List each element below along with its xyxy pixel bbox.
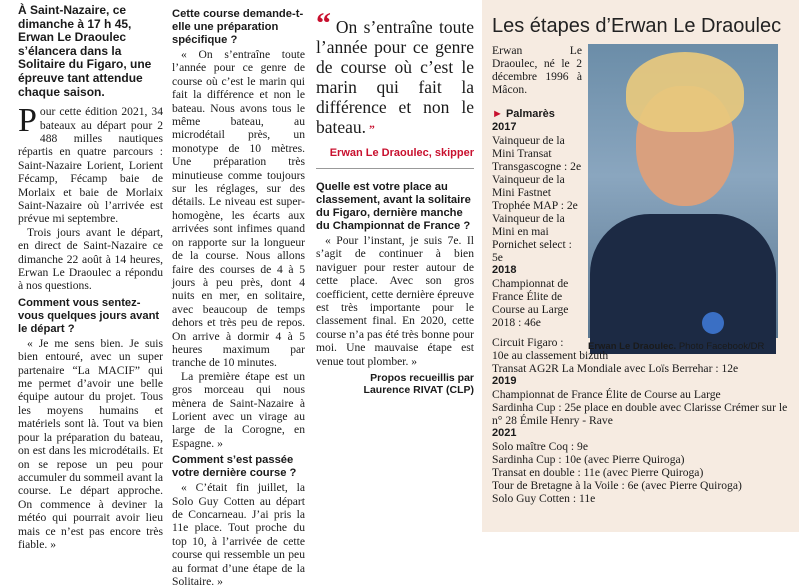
palmares-item: Transat en double : 11e (avec Pierre Quiroga) xyxy=(492,466,704,479)
credit-line-1: Propos recueillis par xyxy=(370,372,474,385)
answer-2b: La première étape est un gros morceau qui nous mènera de Saint-Nazaire à Lorient avec un virage au large de la Corogne, en Espagne. » xyxy=(172,369,305,450)
quote-open-mark: “ xyxy=(316,7,331,40)
palmares-item: Championnat de France Élite de Course au Large xyxy=(492,388,721,401)
palmares-heading xyxy=(492,108,584,121)
skipper-photo xyxy=(588,44,778,338)
palmares-item: Circuit Figaro : xyxy=(492,336,564,349)
palmares-label: Palmarès xyxy=(505,108,555,120)
answer-4: « Pour l’instant, je suis 7e. Il s’agit de continuer à bien naviguer pour rester autour de cette place. Avec son gros coefficient, cette dernière épreuve est très importante pour le classement final. En 2020, cette course n’a pas été très bonne pour moi. Une mauvaise étape est venue tout plomber. » xyxy=(316,234,474,368)
article-lead: À Saint-Nazaire, ce dimanche à 17 h 45, Erwan Le Draoulec s’élancera dans la Solitaire du Figaro, une épreuve tant attendue chaque saison. xyxy=(18,3,152,99)
answer-1: « Je me sens bien. Je suis bien entouré, avec un super partenaire “La MACIF” qui me permet d’avoir une belle équipe autour du projet. Tous les moyens humains et matériels sont là. Tout va bien pour la préparation du bateau, on est dans les microdétails. Et on se repose un peu pour accumuler du sommeil avant la course. Le départ approche. On commence à deviner la météo qui pourrait avoir lieu mais ce n’est pas encore très fiable. » xyxy=(18,336,163,551)
palmares-year: 2021 xyxy=(492,427,517,439)
article-intro-text: our cette édition 2021, 34 bateaux au départ pour 2 488 milles nautiques répartis en quatre parcours : Saint-Nazaire Lorient, Lorient Fécamp, Fécamp baie de Morlaix et baie de Morlaix Saint-Nazaire où l’arrivée est prévue mi septembre. xyxy=(18,105,163,226)
palmares-list-top xyxy=(492,108,584,329)
sidebar-bio: Erwan Le Draoulec, né le 2 décembre 1996 à Mâcon. xyxy=(492,44,582,96)
article-credit xyxy=(316,372,474,396)
article-column-2 xyxy=(172,0,305,588)
arrow-right-icon: ► xyxy=(492,108,503,120)
question-3: Comment s’est passée votre dernière course ? xyxy=(172,454,297,480)
caption-name: Erwan Le Draoulec. xyxy=(588,341,677,352)
palmares-items-bottom xyxy=(492,336,792,505)
palmares-item: Vainqueur de la Mini Fastnet Trophée MAP : 2e xyxy=(492,173,578,212)
article-column-1 xyxy=(18,0,163,551)
palmares-item: Sardinha Cup : 25e place en double avec Clarisse Crémer sur le n° 28 Émile Henry - Rave xyxy=(492,401,788,427)
article-intro xyxy=(18,102,163,226)
pull-quote-text: On s’entraîne toute l’année pour ce genre de course où c’est le marin qui fait la différence et non le bateau. xyxy=(316,17,474,137)
article-intro-2: Trois jours avant le départ, en direct de Saint-Nazaire ce dimanche 22 août à 14 heures, Erwan Le Draoulec a répondu à nos questions. xyxy=(18,225,163,293)
palmares-item: Vainqueur de la Mini Transat Transgascogne : 2e xyxy=(492,134,582,173)
palmares-item: Championnat de France Élite de Course au Large 2018 : 46e xyxy=(492,277,569,329)
question-4: Quelle est votre place au classement, avant la solitaire du Figaro, dernière manche du Championnat de France ? xyxy=(316,181,471,232)
palmares-item: Tour de Bretagne à la Voile : 6e (avec Pierre Quiroga) xyxy=(492,479,742,492)
palmares-year: 2017 xyxy=(492,121,517,133)
caption-credit: Photo Facebook/DR xyxy=(678,341,765,352)
palmares-item: Sardinha Cup : 10e (avec Pierre Quiroga) xyxy=(492,453,685,466)
palmares-item: Solo maître Coq : 9e xyxy=(492,440,588,453)
palmares-item: Transat AG2R La Mondiale avec Loïs Berrehar : 12e xyxy=(492,362,739,375)
palmares-year: 2019 xyxy=(492,375,517,387)
article-column-3 xyxy=(316,0,474,546)
pull-quote-author: Erwan Le Draoulec, skipper xyxy=(329,147,474,159)
sidebar-title: Les étapes d’Erwan Le Draoulec xyxy=(492,15,782,37)
answer-2: « On s’entraîne toute l’année pour ce genre de course où c’est le marin qui fait la différence et non le bateau. Nous avons tous le même bateau, au microdétail près, un monotype de 10 mètres. Une préparation très minutieuse comme toujours sur les réglages, sur des détails. Le niveau est super-homogène, les écarts aux arrivées sont infimes quand on rapporte sur la longueur de la course. Nous allons faire des courses de 4 à 5 jours à peu près, dont 4 nuits en mer, en solitaire, avec beaucoup de temps dehors et très peu de repos. On arrive à dormir 4 à 5 heures maximum par tranche de 10 minutes. xyxy=(172,48,305,370)
pull-quote xyxy=(316,7,474,169)
photo-jacket xyxy=(590,214,776,354)
drop-cap: P xyxy=(18,102,37,140)
palmares-items-top xyxy=(492,121,584,329)
question-1: Comment vous sentez-vous quelques jours avant le départ ? xyxy=(18,296,160,335)
question-2: Cette course demande-t-elle une préparation spécifique ? xyxy=(172,8,304,46)
palmares-item: Vainqueur de la Mini en mai Pornichet select : 5e xyxy=(492,212,572,264)
answer-3: « C’était fin juillet, la Solo Guy Cotten au départ de Concarneau. J’ai pris la 11e place. Tout proche du top 10, à l’arrivée de cette course qui ressemble un peu au format d’une étape de la Solitaire. » xyxy=(172,481,305,588)
palmares-year: 2018 xyxy=(492,264,517,276)
palmares-item: Solo Guy Cotten : 11e xyxy=(492,492,596,505)
sidebar-box xyxy=(482,0,799,532)
palmares-list-bottom xyxy=(492,336,792,505)
photo-hair xyxy=(626,52,744,132)
palmares-item: 10e au classement bizuth xyxy=(492,349,609,362)
credit-line-2: Laurence RIVAT (CLP) xyxy=(363,384,474,397)
quote-close-mark: ” xyxy=(368,123,375,136)
sponsor-logo-icon xyxy=(702,312,724,334)
